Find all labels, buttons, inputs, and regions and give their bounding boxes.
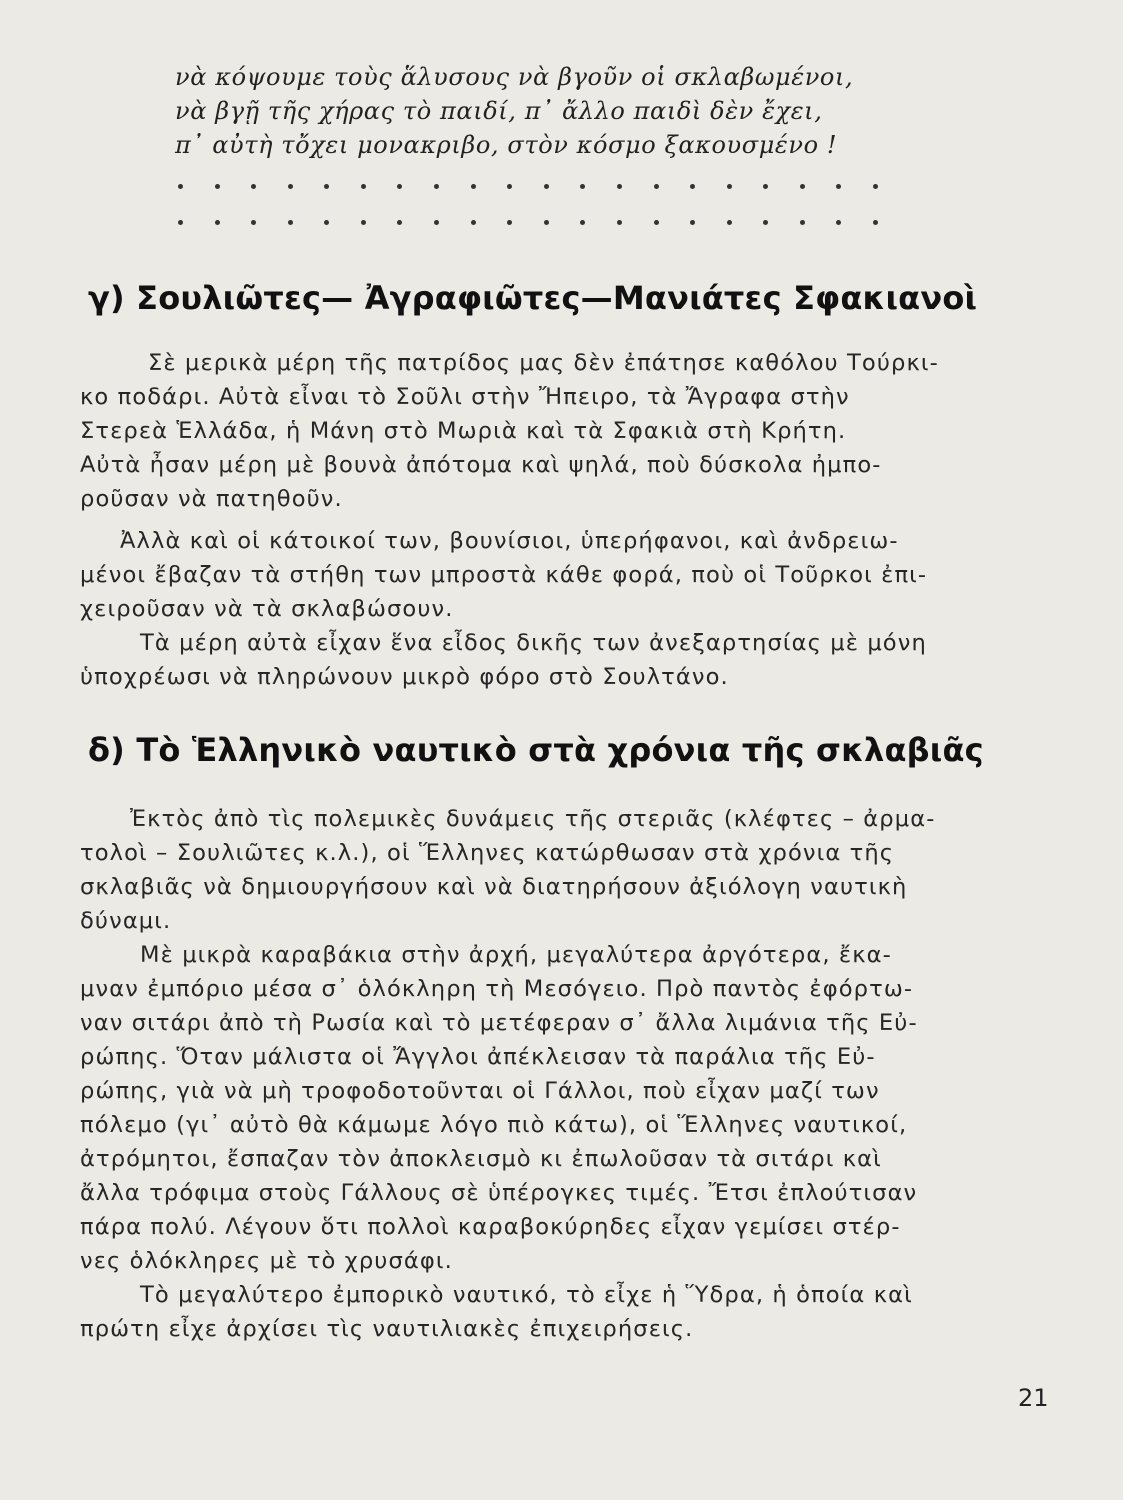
text-line: μένοι ἔβαζαν τὰ στήθη των μπροστὰ κάθε φορά, ποὺ οἱ Τοῦρκοι ἐπι- bbox=[80, 562, 928, 588]
text-line: ρώπης, γιὰ νὰ μὴ τροφοδοτοῦνται οἱ Γάλλοι, ποὺ εἶχαν μαζί των bbox=[80, 1078, 880, 1104]
text-line: ὑποχρέωσι νὰ πληρώνουν μικρὸ φόρο στὸ Σουλτάνο. bbox=[80, 664, 729, 690]
text-line: πόλεμο (γι᾽ αὐτὸ θὰ κάμωμε λόγο πιὸ κάτω), οἱ Ἕλληνες ναυτικοί, bbox=[80, 1112, 908, 1138]
poem-line: νὰ βγῇ τῆς χήρας τὸ παιδί, π᾽ ἄλλο παιδὶ δὲν ἔχει, bbox=[175, 97, 823, 125]
text-line: Σὲ μερικὰ μέρη τῆς πατρίδος μας δὲν ἐπάτησε καθόλου Τούρκι- bbox=[148, 350, 939, 376]
text-line: πάρα πολύ. Λέγουν ὅτι πολλοὶ καραβοκύρηδες εἶχαν γεμίσει στέρ- bbox=[80, 1214, 901, 1240]
text-line: Στερεὰ Ἑλλάδα, ἡ Μάνη στὸ Μωριὰ καὶ τὰ Σφακιὰ στὴ Κρήτη. bbox=[80, 418, 847, 444]
ellipsis-row bbox=[178, 212, 878, 232]
text-line: πρώτη εἶχε ἀρχίσει τὶς ναυτιλιακὲς ἐπιχειρήσεις. bbox=[80, 1316, 694, 1342]
text-line: ἀτρόμητοι, ἔσπαζαν τὸν ἀποκλεισμὸ κι ἐπωλοῦσαν τὰ σιτάρι καὶ bbox=[80, 1146, 882, 1172]
text-line: Ἐκτὸς ἀπὸ τὶς πολεμικὲς δυνάμεις τῆς στεριᾶς (κλέφτες – ἀρμα- bbox=[130, 806, 936, 832]
text-line: δύναμι. bbox=[80, 908, 172, 934]
section-d-paragraph-2 bbox=[80, 938, 1045, 1278]
section-d-paragraph-3 bbox=[80, 1278, 1045, 1346]
text-line: Ἀλλὰ καὶ οἱ κάτοικοί των, βουνίσιοι, ὑπερήφανοι, καὶ ἀνδρειω- bbox=[120, 528, 899, 554]
section-heading-d: δ) Τὸ Ἑλληνικὸ ναυτικὸ στὰ χρόνια τῆς σκλαβιᾶς bbox=[88, 731, 984, 769]
ellipsis-row bbox=[178, 176, 878, 196]
text-line: Τὸ μεγαλύτερο ἐμπορικὸ ναυτικό, τὸ εἶχε ἡ Ὕδρα, ἡ ὁποία καὶ bbox=[140, 1282, 913, 1308]
text-line: Τὰ μέρη αὐτὰ εἶχαν ἕνα εἶδος δικῆς των ἀνεξαρτησίας μὲ μόνη bbox=[140, 630, 927, 656]
text-line: ροῦσαν νὰ πατηθοῦν. bbox=[80, 486, 343, 512]
poem-excerpt bbox=[175, 60, 895, 162]
text-line: σκλαβιᾶς νὰ δημιουργήσουν καὶ νὰ διατηρήσουν ἀξιόλογη ναυτικὴ bbox=[80, 874, 908, 900]
text-line: ναν σιτάρι ἀπὸ τὴ Ρωσία καὶ τὸ μετέφεραν σ᾽ ἄλλα λιμάνια τῆς Εὐ- bbox=[80, 1010, 918, 1036]
text-line: νες ὁλόκληρες μὲ τὸ χρυσάφι. bbox=[80, 1248, 453, 1274]
page-number: 21 bbox=[1018, 1384, 1049, 1412]
text-line: Αὐτὰ ἦσαν μέρη μὲ βουνὰ ἀπότομα καὶ ψηλά, ποὺ δύσκολα ἠμπο- bbox=[80, 452, 882, 478]
text-line: ἄλλα τρόφιμα στοὺς Γάλλους σὲ ὑπέρογκες τιμές. Ἔτσι ἐπλούτισαν bbox=[80, 1180, 918, 1206]
section-heading-g: γ) Σουλιῶτες— Ἀγραφιῶτες—Μανιάτες Σφακιανοὶ bbox=[88, 279, 978, 317]
text-line: Μὲ μικρὰ καραβάκια στὴν ἀρχή, μεγαλύτερα ἀργότερα, ἔκα- bbox=[140, 942, 892, 968]
text-line: κο ποδάρι. Αὐτὰ εἶναι τὸ Σοῦλι στὴν Ἤπειρο, τὰ Ἄγραφα στὴν bbox=[80, 384, 850, 410]
text-line: μναν ἐμπόριο μέσα σ᾽ ὁλόκληρη τὴ Μεσόγειο. Πρὸ παντὸς ἐφόρτω- bbox=[80, 976, 914, 1002]
section-g-paragraph-3 bbox=[80, 626, 1045, 694]
poem-line: νὰ κόψουμε τοὺς ἅλυσους νὰ βγοῦν οἱ σκλαβωμένοι, bbox=[175, 63, 854, 91]
text-line: τολοὶ – Σουλιῶτες κ.λ.), οἱ Ἕλληνες κατώρθωσαν στὰ χρόνια τῆς bbox=[80, 840, 895, 866]
text-line: χειροῦσαν νὰ τὰ σκλαβώσουν. bbox=[80, 596, 454, 622]
text-line: ρώπης. Ὅταν μάλιστα οἱ Ἄγγλοι ἀπέκλεισαν τὰ παράλια τῆς Εὐ- bbox=[80, 1044, 876, 1070]
section-g-paragraph-1 bbox=[80, 346, 1045, 516]
poem-line: π᾽ αὐτὴ τὄχει μονακριβο, στὸν κόσμο ξακουσμένο ! bbox=[175, 131, 838, 159]
section-g-paragraph-2 bbox=[80, 524, 1045, 626]
section-d-paragraph-1 bbox=[80, 802, 1045, 938]
